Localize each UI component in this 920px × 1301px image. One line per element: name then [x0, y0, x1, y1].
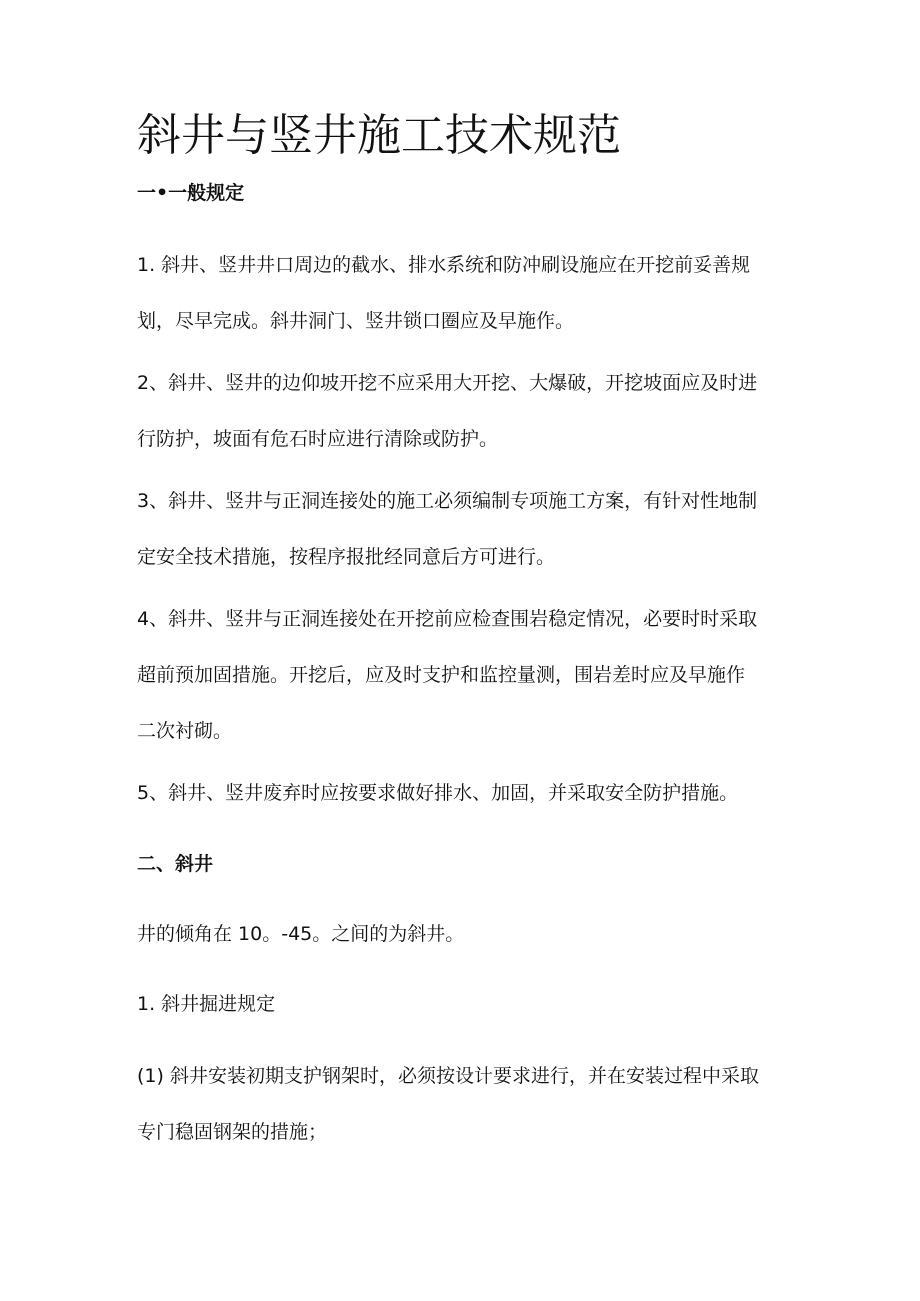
paragraph-3-line-1: 3、斜井、竖井与正洞连接处的施工必须编制专项施工方案，有针对性地制 [137, 490, 758, 512]
paragraph-4 [137, 606, 797, 744]
paragraph-2-line-1: 2、斜井、竖井的边仰坡开挖不应采用大开挖、大爆破，开挖坡面应及时进 [137, 372, 758, 394]
inclined-shaft-intro [137, 921, 797, 947]
subheading-excavation-rules [137, 991, 797, 1017]
inclined-shaft-intro-line: 井的倾角在 10。-45。之间的为斜井。 [137, 923, 465, 945]
excavation-rule-1 [137, 1063, 797, 1145]
paragraph-3-line-2: 定安全技术措施，按程序报批经同意后方可进行。 [137, 546, 556, 568]
excavation-rule-1-line-2: 专门稳固钢架的措施； [137, 1121, 328, 1143]
paragraph-2-line-2: 行防护，坡面有危石时应进行清除或防护。 [137, 428, 499, 450]
paragraph-2 [137, 370, 797, 452]
paragraph-4-line-1: 4、斜井、竖井与正洞连接处在开挖前应检查围岩稳定情况，必要时时采取 [137, 608, 758, 630]
excavation-rule-1-line-1: (1) 斜井安装初期支护钢架时，必须按设计要求进行，并在安装过程中采取 [137, 1065, 759, 1087]
document-title: 斜井与竖井施工技术规范 [137, 110, 621, 161]
section-heading-general: 一•一般规定 [137, 182, 245, 204]
paragraph-5-line-1: 5、斜井、竖井废弃时应按要求做好排水、加固，并采取安全防护措施。 [137, 782, 739, 804]
paragraph-5 [137, 780, 797, 806]
paragraph-1-line-2: 划，尽早完成。斜井洞门、竖井锁口圈应及早施作。 [137, 310, 575, 332]
paragraph-4-line-3: 二次衬砌。 [137, 720, 233, 742]
paragraph-4-line-2: 超前预加固措施。开挖后，应及时支护和监控量测，围岩差时应及早施作 [137, 664, 746, 686]
paragraph-1 [137, 252, 797, 334]
paragraph-3 [137, 488, 797, 570]
paragraph-1-line-1: 1. 斜井、竖井井口周边的截水、排水系统和防冲刷设施应在开挖前妥善规 [137, 254, 751, 276]
section-heading-inclined-shaft: 二、斜井 [137, 853, 214, 875]
subheading-excavation-rules-line: 1. 斜井掘进规定 [137, 993, 276, 1015]
